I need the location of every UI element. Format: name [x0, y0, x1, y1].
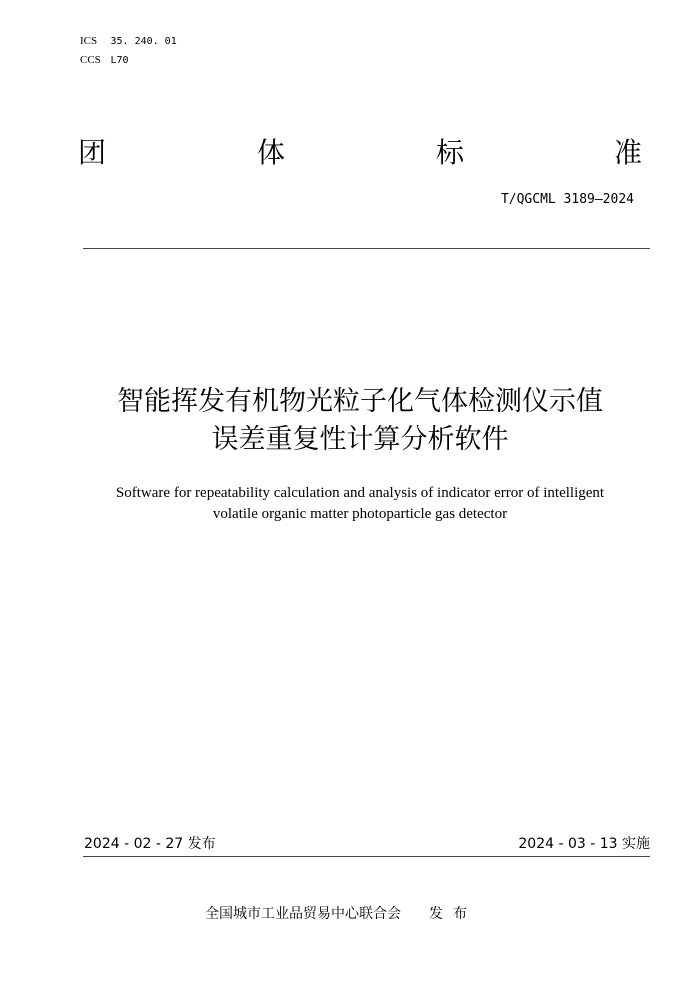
publisher-action: 发布	[429, 906, 477, 922]
publish-date: 2024 - 02 - 27 发布	[84, 836, 216, 852]
standard-type-char-3: 标	[436, 136, 465, 169]
publisher-name: 全国城市工业品贸易中心联合会	[205, 906, 401, 922]
standard-number: T/QGCML 3189—2024	[500, 192, 634, 207]
ics-code	[80, 34, 177, 49]
publisher	[205, 905, 477, 923]
title-zh-line-2: 误差重复性计算分析软件	[211, 424, 509, 455]
ccs-code	[80, 53, 129, 68]
title-zh-line-1: 智能挥发有机物光粒子化气体检测仪示值	[117, 386, 603, 417]
header-divider	[83, 248, 650, 249]
ccs-value: L70	[110, 55, 129, 66]
implement-date: 2024 - 03 - 13 实施	[518, 836, 650, 852]
title-en-line-1: Software for repeatability calculation and analysis of indicator error of intelligent	[115, 485, 605, 501]
standard-type-char-4: 准	[614, 136, 643, 169]
title-en-line-2: volatile organic matter photoparticle gas detector	[212, 506, 508, 522]
footer-divider	[83, 856, 650, 857]
standard-type-char-2: 体	[257, 136, 286, 169]
ics-label: ICS	[80, 35, 98, 47]
standard-type-char-1: 团	[78, 136, 107, 169]
ccs-label: CCS	[80, 54, 101, 66]
ics-value: 35. 240. 01	[110, 36, 177, 47]
